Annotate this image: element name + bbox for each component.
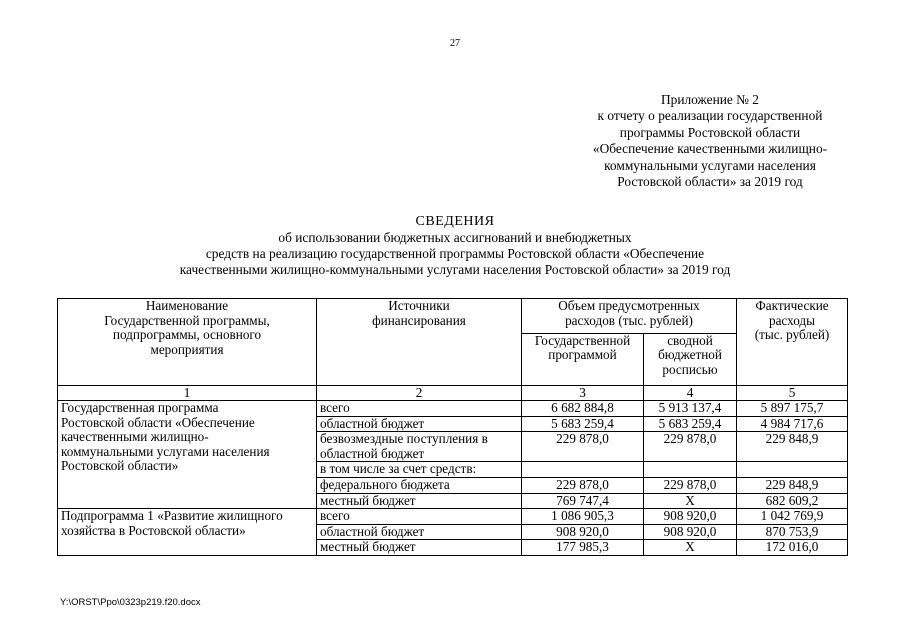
column-number: 5: [737, 386, 848, 401]
appendix-line: «Обеспечение качественными жилищно-: [592, 141, 828, 157]
header-budget-schedule: сводной бюджетной росписью: [644, 333, 737, 385]
actual-cell: 229 848,9: [737, 432, 848, 462]
planned-program-cell: 1 086 905,3: [522, 509, 644, 525]
source-cell: федерального бюджета: [317, 477, 522, 493]
table-row: [58, 509, 848, 525]
source-cell: безвозмездные поступления в областной бюджет: [317, 432, 522, 462]
column-number-row: [58, 386, 848, 401]
header-actual-expenses: Фактические расходы (тыс. рублей): [737, 299, 848, 386]
actual-cell: [737, 462, 848, 478]
planned-schedule-cell: 908 920,0: [644, 509, 737, 525]
actual-cell: 229 848,9: [737, 477, 848, 493]
header-row: [58, 299, 848, 334]
column-number: 3: [522, 386, 644, 401]
appendix-line: Ростовской области» за 2019 год: [617, 174, 803, 190]
document-title: [60, 214, 850, 278]
column-number: 2: [317, 386, 522, 401]
title-line: средств на реализацию государственной программы Ростовской области «Обеспечение: [205, 246, 705, 261]
title-line: качественными жилищно-коммунальными услугами населения Ростовской области» за 2019 год: [179, 262, 731, 277]
source-cell: всего: [317, 509, 522, 525]
title-line: об использовании бюджетных ассигнований и внебюджетных: [278, 230, 632, 245]
planned-schedule-cell: 229 878,0: [644, 477, 737, 493]
appendix-line: коммунальными услугами населения: [604, 157, 816, 173]
file-path-footer: Y:\ORST\Ppo\0323p219.f20.docx: [60, 597, 201, 608]
source-cell: местный бюджет: [317, 540, 522, 556]
source-cell: областной бюджет: [317, 524, 522, 540]
planned-schedule-cell: 908 920,0: [644, 524, 737, 540]
planned-program-cell: 5 683 259,4: [522, 416, 644, 432]
planned-program-cell: 229 878,0: [522, 432, 644, 462]
actual-cell: 682 609,2: [737, 493, 848, 509]
subprogram-name-cell: Подпрограмма 1 «Развитие жилищного хозяйства в Ростовской области»: [58, 509, 317, 556]
planned-schedule-cell: 229 878,0: [644, 432, 737, 462]
planned-schedule-cell: [644, 462, 737, 478]
appendix-line: Приложение № 2: [660, 92, 760, 107]
column-number: 1: [58, 386, 317, 401]
column-number: 4: [644, 386, 737, 401]
source-cell: областной бюджет: [317, 416, 522, 432]
budget-table: [57, 298, 848, 556]
table-row: [58, 401, 848, 417]
source-cell: местный бюджет: [317, 493, 522, 509]
planned-schedule-cell: 5 913 137,4: [644, 401, 737, 417]
appendix-note: [565, 92, 855, 190]
planned-program-cell: 908 920,0: [522, 524, 644, 540]
planned-program-cell: [522, 462, 644, 478]
actual-cell: 172 016,0: [737, 540, 848, 556]
actual-cell: 5 897 175,7: [737, 401, 848, 417]
header-program-name: Наименование Государственной программы, подпрограммы, основного мероприятия: [58, 299, 317, 386]
planned-schedule-cell: Х: [644, 540, 737, 556]
program-name-cell: Государственная программа Ростовской области «Обеспечение качественными жилищно- коммунальными услугами населения Ростовской области»: [58, 401, 317, 509]
header-planned-expenses: Объем предусмотренных расходов (тыс. рублей): [522, 299, 737, 334]
planned-schedule-cell: 5 683 259,4: [644, 416, 737, 432]
header-state-program: Государственной программой: [522, 333, 644, 385]
planned-schedule-cell: Х: [644, 493, 737, 509]
page-number: 27: [450, 38, 460, 49]
actual-cell: 1 042 769,9: [737, 509, 848, 525]
header-funding-sources: Источники финансирования: [317, 299, 522, 386]
planned-program-cell: 229 878,0: [522, 477, 644, 493]
planned-program-cell: 6 682 884,8: [522, 401, 644, 417]
planned-program-cell: 769 747,4: [522, 493, 644, 509]
appendix-line: к отчету о реализации государственной: [597, 108, 823, 124]
actual-cell: 870 753,9: [737, 524, 848, 540]
planned-program-cell: 177 985,3: [522, 540, 644, 556]
appendix-line: программы Ростовской области: [619, 124, 801, 140]
source-cell: в том числе за счет средств:: [317, 462, 522, 478]
actual-cell: 4 984 717,6: [737, 416, 848, 432]
title-heading: СВЕДЕНИЯ: [415, 214, 495, 229]
source-cell: всего: [317, 401, 522, 417]
